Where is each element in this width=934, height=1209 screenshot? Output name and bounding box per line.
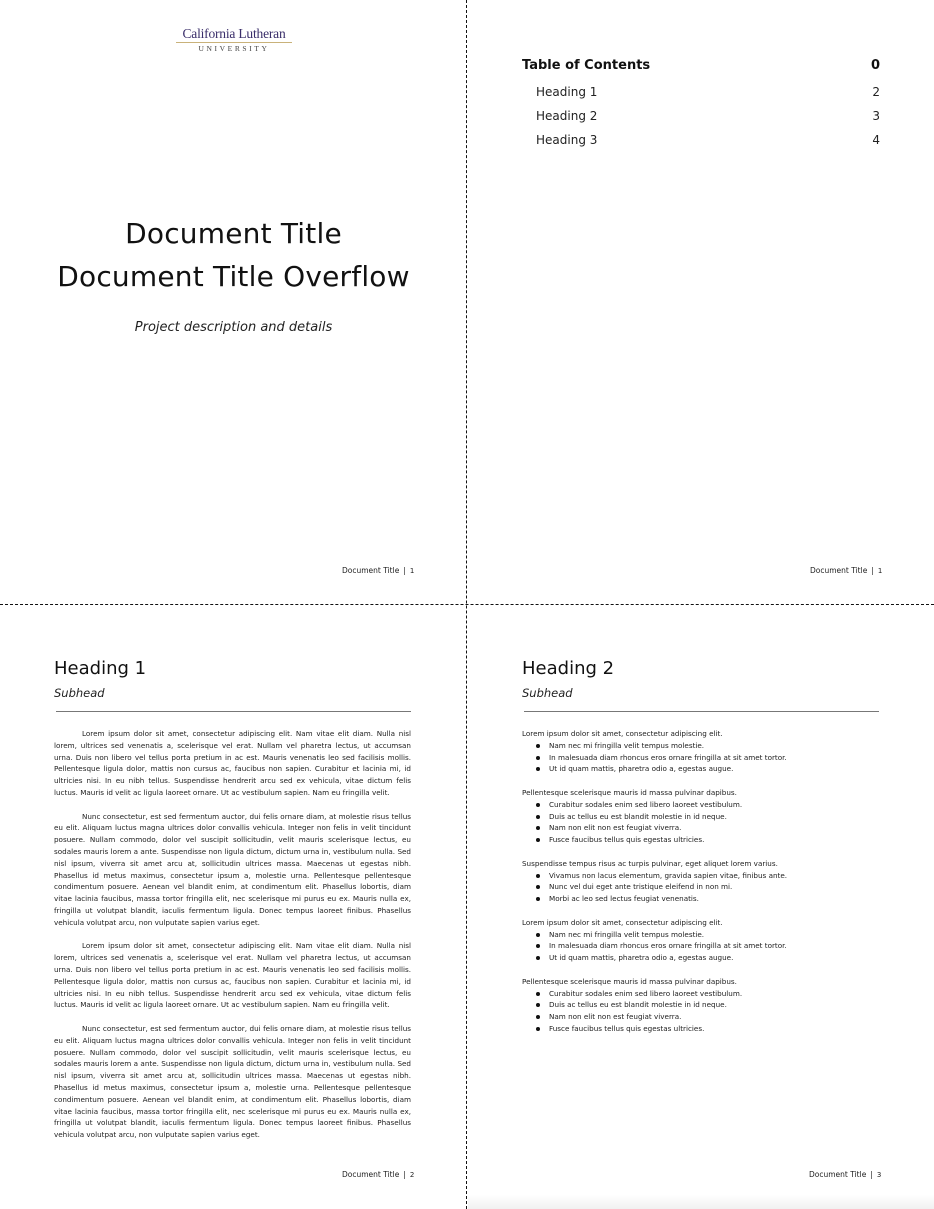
- toc-title: Table of Contents: [522, 58, 651, 73]
- list-item: Fusce faucibus tellus quis egestas ultricies.: [549, 1023, 879, 1035]
- section-body: [522, 728, 879, 1047]
- section-body: [54, 728, 411, 1153]
- list-item: Duis ac tellus eu est blandit molestie in id neque.: [549, 999, 879, 1011]
- list-item: Ut id quam mattis, pharetra odio a, egestas augue.: [549, 952, 879, 964]
- toc-item-heading-1[interactable]: [522, 81, 880, 105]
- table-of-contents: [522, 57, 880, 153]
- toc-item-page: 3: [872, 109, 880, 123]
- list-item: In malesuada diam rhoncus eros ornare fringilla at sit amet tortor.: [549, 940, 879, 952]
- toc-title-page: 0: [870, 58, 880, 73]
- page-divider-horizontal: [0, 604, 934, 605]
- list-item: Vivamus non lacus elementum, gravida sapien vitae, finibus ante.: [549, 870, 879, 882]
- footer-page-number: 1: [409, 567, 415, 575]
- bottom-shadow: [468, 1195, 934, 1209]
- list-item: Fusce faucibus tellus quis egestas ultricies.: [549, 834, 879, 846]
- footer-page-number: 1: [877, 567, 883, 575]
- bullet-list-block: [522, 917, 879, 964]
- list-item: Ut id quam mattis, pharetra odio a, egestas augue.: [549, 763, 879, 775]
- document-title: [0, 212, 467, 298]
- section-2-page: [468, 605, 934, 1209]
- footer-separator: |: [871, 566, 874, 575]
- bullet-list: [522, 870, 879, 905]
- footer-title: Document Title: [810, 566, 868, 575]
- bullet-list-block: [522, 858, 879, 905]
- list-intro: Pellentesque scelerisque mauris id massa pulvinar dapibus.: [522, 787, 737, 797]
- toc-item-label: Heading 1: [536, 85, 598, 99]
- list-intro: Lorem ipsum dolor sit amet, consectetur adipiscing elit.: [522, 917, 723, 927]
- bullet-list: [522, 799, 879, 846]
- heading-divider: [56, 711, 411, 712]
- project-description: Project description and details: [134, 320, 333, 335]
- list-item: Morbi ac leo sed lectus feugiat venenatis.: [549, 893, 879, 905]
- bullet-list-block: [522, 728, 879, 775]
- heading-divider: [524, 711, 879, 712]
- logo-name: California Lutheran: [176, 26, 292, 43]
- list-intro: Lorem ipsum dolor sit amet, consectetur adipiscing elit.: [522, 729, 723, 738]
- section-subhead: Subhead: [522, 686, 573, 700]
- toc-item-page: 2: [872, 85, 880, 99]
- toc-item-page: 4: [872, 133, 880, 147]
- footer-title: Document Title: [809, 1170, 867, 1179]
- page-footer: [809, 1170, 881, 1179]
- toc-item-heading-2[interactable]: [522, 105, 880, 129]
- section-heading: Heading 1: [54, 658, 147, 679]
- list-item: Nam non elit non est feugiat viverra.: [549, 1011, 879, 1023]
- toc-item-label: Heading 3: [536, 133, 598, 147]
- page-footer: [342, 566, 414, 575]
- toc-page: [468, 0, 934, 604]
- footer-page-number: 2: [409, 1171, 415, 1179]
- list-item: In malesuada diam rhoncus eros ornare fringilla at sit amet tortor.: [549, 752, 879, 764]
- footer-page-number: 3: [876, 1171, 882, 1179]
- list-item: Curabitur sodales enim sed libero laoreet vestibulum.: [549, 799, 879, 811]
- list-item: Curabitur sodales enim sed libero laoreet vestibulum.: [549, 988, 879, 1000]
- bullet-list: [522, 929, 879, 964]
- bullet-list-block: [522, 976, 879, 1035]
- section-subhead: Subhead: [54, 686, 105, 700]
- list-item: Nunc vel dui eget ante tristique eleifend in non mi.: [549, 881, 879, 893]
- toc-item-heading-3[interactable]: [522, 129, 880, 153]
- list-intro: Suspendisse tempus risus ac turpis pulvinar, eget aliquet lorem varius.: [522, 858, 778, 868]
- footer-title: Document Title: [342, 566, 400, 575]
- footer-separator: |: [403, 1170, 406, 1179]
- toc-item-label: Heading 2: [536, 109, 598, 123]
- list-item: Nam nec mi fringilla velit tempus molestie.: [549, 929, 879, 941]
- section-heading: Heading 2: [522, 658, 615, 679]
- list-item: Nam non elit non est feugiat viverra.: [549, 822, 879, 834]
- section-1-page: [0, 605, 467, 1209]
- footer-separator: |: [870, 1170, 873, 1179]
- page-footer: [342, 1170, 414, 1179]
- body-paragraph: Lorem ipsum dolor sit amet, consectetur adipiscing elit. Nam vitae elit diam. Nulla nisl lorem, ultrices sed venenatis a, scelerisque vel erat. Nullam vel pharetra lectus, ut accumsan urna. Duis non libero vel tellus porta pretium in ac est. Mauris venenatis leo sed facilisis mollis. Pellentesque ligula dolor, mattis non cursus ac, faucibus non sapien. Curabitur et lacinia mi, id ultricies nisi. In eu nibh tellus. Suspendisse hendrerit arcu sed ex vehicula, vitae dictum felis luctus. Mauris id velit ac ligula laoreet ornare. Ut ac vestibulum sapien. Nam eu fringilla velit.: [54, 729, 411, 797]
- document-title-line-2: Document Title Overflow: [57, 260, 410, 293]
- body-paragraph: Nunc consectetur, est sed fermentum auctor, dui felis ornare diam, at molestie risus tellus eu elit. Aliquam luctus magna ultrices dolor convallis vehicula. Integer non felis in velit tincidunt posuere. Nullam commodo, dolor vel suscipit sollicitudin, velit mauris scelerisque lectus, eu sodales mauris lorem a ante. Suspendisse non ligula dictum, dictum urna in, vestibulum nulla. Sed nisl ipsum, viverra sit amet arcu at, sollicitudin ultrices massa. Maecenas ut egestas nibh. Phasellus id metus maximus, consectetur ipsum a, molestie urna. Pellentesque pellentesque condimentum posuere. Aenean vel blandit enim, at condimentum elit. Phasellus lobortis, diam vitae lacinia faucibus, massa tortor fringilla elit, nec scelerisque mi purus eu ex. Mauris nulla ex, fringilla ut volutpat blandit, iaculis fermentum ligula. Donec tempus laoreet finibus. Phasellus vehicula volutpat arcu, non vulputate sapien varius eget.: [54, 1023, 411, 1140]
- footer-separator: |: [403, 566, 406, 575]
- university-logo: [176, 26, 292, 54]
- logo-subtitle: UNIVERSITY: [198, 44, 270, 53]
- cover-page: [0, 0, 467, 604]
- list-intro: Pellentesque scelerisque mauris id massa pulvinar dapibus.: [522, 976, 737, 986]
- footer-title: Document Title: [342, 1170, 400, 1179]
- bullet-list-block: [522, 787, 879, 846]
- bullet-list: [522, 740, 879, 775]
- page-footer: [810, 566, 882, 575]
- bullet-list: [522, 988, 879, 1035]
- body-paragraph: Lorem ipsum dolor sit amet, consectetur adipiscing elit. Nam vitae elit diam. Nulla nisl lorem, ultrices sed venenatis a, scelerisque vel erat. Nullam vel pharetra lectus, ut accumsan urna. Duis non libero vel tellus porta pretium in ac est. Mauris venenatis leo sed facilisis mollis. Pellentesque ligula dolor, mattis non cursus ac, faucibus non sapien. Curabitur et lacinia mi, id ultricies nisi. In eu nibh tellus. Suspendisse hendrerit arcu sed ex vehicula, vitae dictum felis luctus. Mauris id velit ac ligula laoreet ornare. Ut ac vestibulum sapien. Nam eu fringilla velit.: [54, 941, 411, 1010]
- document-title-line-1: Document Title: [125, 217, 342, 250]
- toc-title-row[interactable]: [522, 57, 880, 81]
- list-item: Nam nec mi fringilla velit tempus molestie.: [549, 740, 879, 752]
- body-paragraph: Nunc consectetur, est sed fermentum auctor, dui felis ornare diam, at molestie risus tellus eu elit. Aliquam luctus magna ultrices dolor convallis vehicula. Integer non felis in velit tincidunt posuere. Nullam commodo, dolor vel suscipit sollicitudin, velit mauris scelerisque lectus, eu sodales mauris lorem a ante. Suspendisse non ligula dictum, dictum urna in, vestibulum nulla. Sed nisl ipsum, viverra sit amet arcu at, sollicitudin ultrices massa. Maecenas ut egestas nibh. Phasellus id metus maximus, consectetur ipsum a, molestie urna. Pellentesque pellentesque condimentum posuere. Aenean vel blandit enim, at condimentum elit. Phasellus lobortis, diam vitae lacinia faucibus, massa tortor fringilla elit, nec scelerisque mi purus eu ex. Mauris nulla ex, fringilla ut volutpat blandit, iaculis fermentum ligula. Donec tempus laoreet finibus. Phasellus vehicula volutpat arcu, non vulputate sapien varius eget.: [54, 811, 411, 927]
- list-item: Duis ac tellus eu est blandit molestie in id neque.: [549, 811, 879, 823]
